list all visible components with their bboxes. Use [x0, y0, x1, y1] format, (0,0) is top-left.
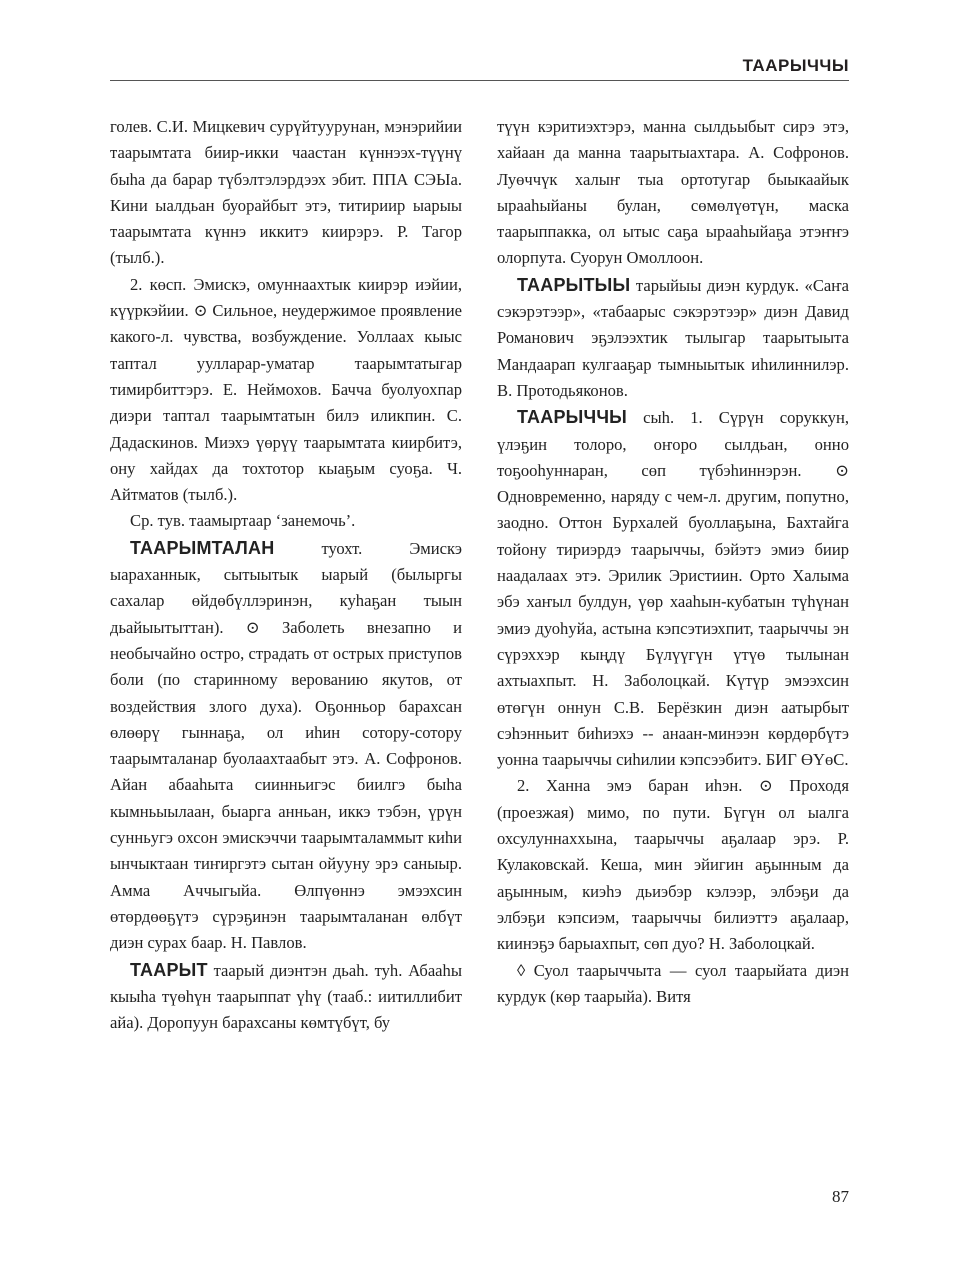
page-number: 87: [832, 1187, 849, 1206]
left-column: [110, 114, 462, 1036]
entry-taarytyy: ТААРЫТЫЫ тарыйыы диэн курдук. «Саҥа сэкэрэтээр», «табаарыс сэкэрэтээр» диэн Давид Романович эҕэлээхтик тылыгар таарытыыта Мандаарап кулгааҕар тымныытык иһилиннилэр. В. Протодьяконов.: [497, 274, 849, 400]
paragraph-golev: голев. С.И. Мицкевич сурүйтуурунан, мэнэрийии таарымтата биир-икки чаастан күннээх-түүнү быһа да барар түбэлтэлэрдээх эбит. ППА СЭЫа. Кини ыалдьан буорайбыт этэ, титириир ыарыы таарымтата күннэ иккитэ киирэрэ. Р. Тагор (тылб.).: [110, 117, 462, 268]
paragraph-sense-2-right: 2. Ханна эмэ баран иһэн. ⊙ Проходя (проезжая) мимо, по пути. Бүгүн ол ыалга охсулуннаххына, таарыччы аҕалаар эрэ. Р. Кулаковскай. Кеша, мин эйигин аҕынным да аҕынным, киэһэ дьиэбэр кэлээр, элбэҕи да элбэҕи кэпсиэм, таарыччы билиэттэ аҕалаар, киинэҕэ барыахпыт, сөп дуо? Н. Заболоцкай.: [497, 776, 849, 954]
header-rule: [110, 80, 849, 81]
entry-taarymtalan: ТААРЫМТАЛАН туохт. Эмискэ ыараханнык, сытыытык ыарый (былыргы сахалар өйдөбүллэринэн, куһаҕан тыын дьайыытыттан). ⊙ Заболеть внезапно и необычайно остро, страдать от острых приступов боли (по старинному верованию якутов, от воздействия злого духа). Оҕонньор барахсан өлөөрү гыннаҕа, ол иһин сотору-сотору таарымталанар буолаахтаабыт этэ. А. Софронов. Айан абааһыта сиинньигэс биилгэ быһа кымньыылаан, быарга анньан, иккэ тэбэн, үрүн сунньугэ охсон эмискэччи таарымталаммыт киһи ынчыктаан тиҥиргэтэ сытан ойууну эрэ саныыр. Амма Аччыгыйа. Өлпүөннэ эмээхсин өтөрдөөҕүтэ сүрэҕинэн таарымталанан өлбүт диэн сурах баар. Н. Павлов.: [110, 537, 462, 953]
right-column: [497, 114, 849, 1010]
entry-taaryt: ТААРЫТ таарый диэнтэн дьаһ. туһ. Абааһы кыыһа түөһүн таарыппат үһү (тааб.: иитиллибит айа). Доропуун барахсаны көмтүбүт, бу: [110, 959, 462, 1033]
entry-taaryččy: ТААРЫЧЧЫ сыһ. 1. Сүрүн соруккун, үлэҕин толоро, оҥоро сылдьан, онно тоҕооһуннаран, сөп түбэһиннэрэн. ⊙ Одновременно, наряду с чем-л. другим, попутно, заодно. Оттон Бурхалей буоллаҕына, Бахтайга тойону тириэрдэ таарыччы, бэйэтэ эмиэ биир наадалаах этэ. Эрилик Эристиин. Орто Халыма эбэ хаҥыл булдун, үөр хааһын-кубатын түһүнан эмиэ дуоһуйа, астына кэпсэтиэхпит, таарыччы эн сүрэххэр кыңдү Бүлүүгүн үтүө тылынан ахтыахпыт. Н. Заболоцкай. Күтүр эмээхсин өтөгүн оннун С.В. Берёзкин диэн аатырбыт сэһэнньит биһиэхэ -- анаан-минээн көрдөрбүтэ уонна таарыччы сиһилии кэпсээбитэ. БИГ ӨҮөС.: [497, 407, 849, 770]
paragraph-sense-2: 2. көсп. Эмискэ, омуннаахтык киирэр иэйии, күүркэйии. ⊙ Сильное, неудержимое проявление какого-л. чувства, возбуждение. Уоллаах кыыс таптал уулларар-уматар таарымтатыгар тимирбиттэрэ. Е. Неймохов. Бачча буолуохпар диэри таптал таарымтатын билэ иликпин. С. Дадаскинов. Миэхэ үөрүү таарымтата киирбитэ, ону хайдах да тохтотор кыаҕым суоҕа. Ч. Айтматов (тылб.).: [110, 274, 462, 505]
running-title: ТААРЫЧЧЫ: [742, 56, 849, 75]
paragraph-cf-tuv: Ср. тув. таамыртаар ‘занемочь’.: [130, 511, 356, 531]
phrase-suol: ◊ Суол таарыччыта — суол таарыйата диэн курдук (көр таарыйа). Витя: [497, 960, 849, 1006]
paragraph-tuun: түүн кэритиэхтэрэ, манна сылдьыбыт сирэ этэ, хайаан да манна таарытыахтара. А. Софронов. Луөччүк халыҥ тыа ортотугар быыкаайык ырааһыйаны булан, сөмөлүөтүн, маска таарыппакка, ол ытыс саҕа ырааһыйаҕа этэҥҥэ олорпута. Суорун Омоллоон.: [497, 117, 849, 268]
